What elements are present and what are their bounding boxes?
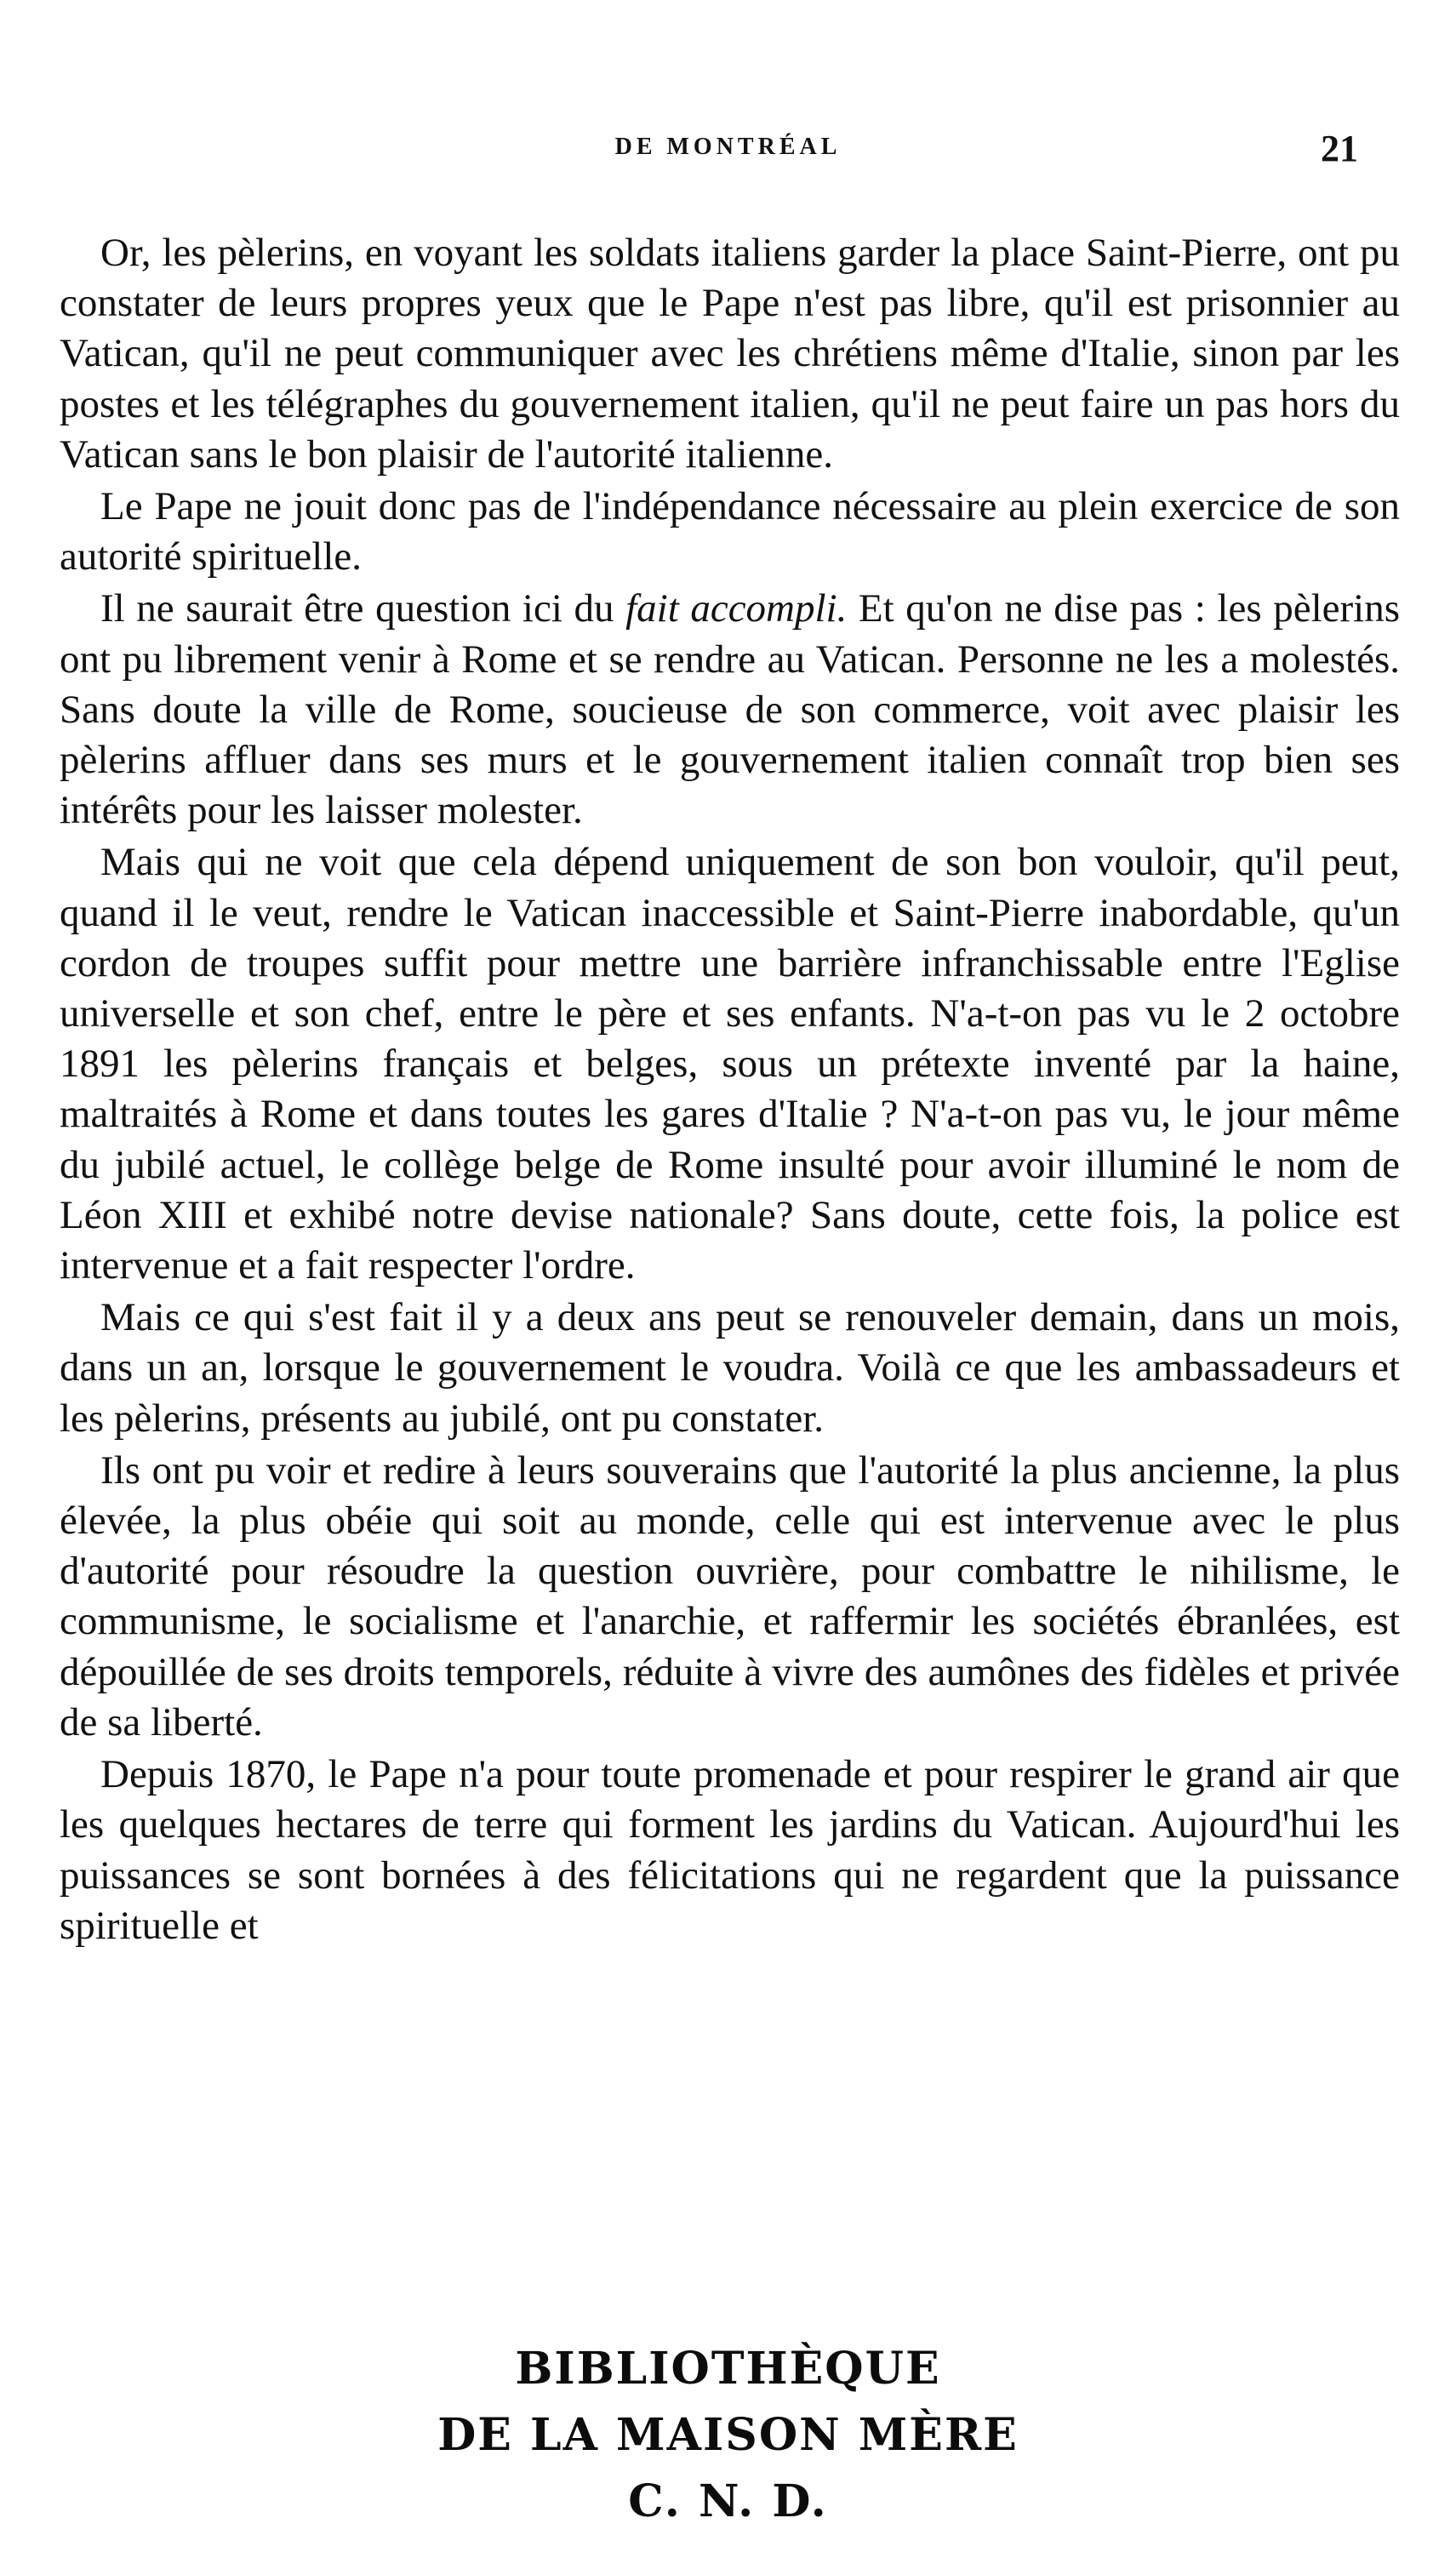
paragraph-6: Ils ont pu voir et redire à leurs souverains que l'autorité la plus ancienne, la plus élevée, la plus obéie qui soit au monde, celle qui est intervenue avec le plus d'autorité pour résoudre la question ouvrière, pour combattre le nihilisme, le communisme, le socialisme et l'anarchie, et raffermir les sociétés ébranlées, est dépouillée de ses droits temporels, réduite à vivre des aumônes des fidèles et privée de sa liberté. (60, 1447, 1400, 1744)
paragraph-3 (60, 584, 1400, 836)
paragraph-3-after: Et qu'on ne dise pas : les pèlerins ont pu librement venir à Rome et se rendre au Vatican. Personne ne les a molestés. Sans doute la ville de Rome, soucieuse de son commerce, voit avec plaisir les pèlerins affluer dans ses murs et le gouvernement italien connaît trop bien ses intérêts pour les laisser molester. (60, 586, 1400, 833)
stamp-line-3: C. N. D. (628, 2475, 828, 2527)
running-head (0, 115, 1456, 183)
stamp-line-1: BIBLIOTHÈQUE (515, 2343, 941, 2395)
running-title: DE MONTRÉAL (614, 134, 842, 160)
library-stamp (0, 2336, 1456, 2535)
paragraph-7: Depuis 1870, le Pape n'a pour toute promenade et pour respirer le grand air que les quelques hectares de terre qui forment les jardins du Vatican. Aujourd'hui les puissances se sont bornées à des félicitations qui ne regardent que la puissance spirituelle et (60, 1752, 1400, 1948)
italic-phrase: fait accompli. (625, 586, 848, 631)
page-number: 21 (1321, 128, 1358, 169)
body-text (60, 228, 1400, 1953)
paragraph-4: Mais qui ne voit que cela dépend uniquement de son bon vouloir, qu'il peut, quand il le veut, rendre le Vatican inaccessible et Saint-Pierre inabordable, qu'un cordon de troupes suffit pour mettre une barrière infranchissable entre l'Eglise universelle et son chef, entre le père et ses enfants. N'a-t-on pas vu le 2 octobre 1891 les pèlerins français et belges, sous un prétexte inventé par la haine, maltraités à Rome et dans toutes les gares d'Italie ? N'a-t-on pas vu, le jour même du jubilé actuel, le collège belge de Rome insulté pour avoir illuminé le nom de Léon XIII et exhibé notre devise nationale? Sans doute, cette fois, la police est intervenue et a fait respecter l'ordre. (60, 840, 1400, 1288)
paragraph-1: Or, les pèlerins, en voyant les soldats italiens garder la place Saint-Pierre, ont pu constater de leurs propres yeux que le Pape n'est pas libre, qu'il est prisonnier au Vatican, qu'il ne peut communiquer avec les chrétiens même d'Italie, sinon par les postes et les télégraphes du gouvernement italien, qu'il ne peut faire un pas hors du Vatican sans le bon plaisir de l'autorité italienne. (60, 231, 1400, 477)
paragraph-3-before: Il ne saurait être question ici du (100, 586, 626, 631)
paragraph-5: Mais ce qui s'est fait il y a deux ans peut se renouveler demain, dans un mois, dans un an, lorsque le gouvernement le voudra. Voilà ce que les ambassadeurs et les pèlerins, présents au jubilé, ont pu constater. (60, 1295, 1400, 1441)
paragraph-2: Le Pape ne jouit donc pas de l'indépendance nécessaire au plein exercice de son autorité spirituelle. (60, 484, 1400, 580)
stamp-line-2: DE LA MAISON MÈRE (437, 2409, 1019, 2461)
